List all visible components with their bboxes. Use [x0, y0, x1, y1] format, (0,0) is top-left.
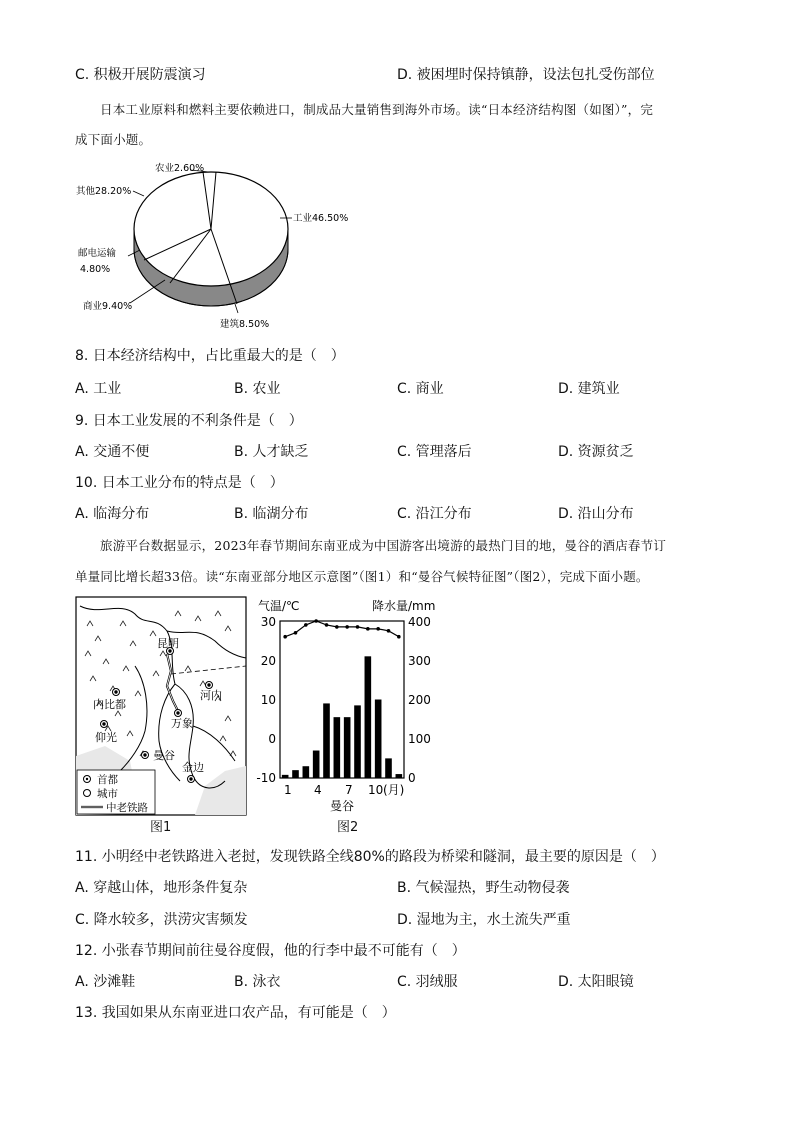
precip-bar-month-11	[385, 758, 392, 778]
q11-option-b: B. 气候湿热，野生动物侵袭	[397, 880, 570, 896]
q8-option-b: B. 农业	[234, 381, 281, 397]
left-tick-20: 20	[260, 654, 276, 668]
q12-option-c: C. 羽绒服	[397, 974, 458, 990]
intro-paragraph-line1: 日本工业原料和燃料主要依赖进口，制成品大量销售到海外市场。读“日本经济结构图（如图）”，完	[100, 102, 654, 117]
pie-label-construction: 建筑8.50%	[220, 319, 270, 330]
left-tick-minus10: -10	[256, 771, 276, 785]
precip-bar-month-5	[323, 703, 330, 778]
temperature-line	[285, 621, 399, 637]
temperature-point-month-2	[294, 631, 298, 635]
bangkok-climate-chart	[252, 596, 452, 818]
precip-bar-month-12	[396, 774, 403, 778]
left-tick-0: 0	[268, 732, 276, 746]
q11-option-d: D. 湿地为主，水土流失严重	[397, 912, 571, 928]
intro-paragraph-line2: 成下面小题。	[75, 132, 152, 147]
q11-option-a: A. 穿越山体，地形条件复杂	[75, 880, 248, 896]
precip-bar-month-1	[282, 775, 289, 778]
q9-option-d: D. 资源贫乏	[558, 444, 634, 460]
precip-bar-month-6	[334, 717, 341, 778]
legend-city: 城市	[97, 788, 118, 800]
climate-right-axis-label: 降水量/mm	[372, 599, 436, 613]
map-legend	[77, 770, 155, 814]
precip-bar-month-10	[375, 700, 382, 779]
x-tick-1: 1	[284, 783, 292, 797]
temperature-point-month-6	[335, 625, 339, 629]
q8-stem: 8. 日本经济结构中，占比重最大的是（ ）	[75, 348, 345, 364]
map-label-vientiane: 万象	[171, 717, 193, 730]
q8-option-c: C. 商业	[397, 381, 444, 397]
x-tick-4: 4	[314, 783, 322, 797]
temperature-point-month-8	[356, 625, 360, 629]
intro2-paragraph-line2: 单量同比增长超33倍。读“东南亚部分地区示意图”（图1）和“曼谷气候特征图”（图2），完成下面小题。	[75, 569, 649, 584]
temperature-point-month-9	[366, 627, 370, 631]
temperature-point-month-10	[376, 627, 380, 631]
q11-option-c: C. 降水较多，洪涝灾害频发	[75, 912, 248, 928]
precip-bar-month-2	[292, 770, 299, 778]
temperature-point-month-4	[314, 619, 318, 623]
map-label-kunming: 昆明	[157, 637, 179, 650]
right-tick-300: 300	[408, 654, 431, 668]
left-tick-10: 10	[260, 693, 276, 707]
precip-bar-month-8	[354, 705, 361, 778]
temperature-point-month-5	[325, 623, 329, 627]
figure2-caption: 图2	[337, 820, 359, 835]
q8-option-d: D. 建筑业	[558, 381, 620, 397]
pie-label-transport: 邮电运输	[78, 248, 117, 259]
map-label-naypyidaw: 内比都	[93, 698, 126, 711]
right-tick-400: 400	[408, 615, 431, 629]
temperature-point-month-12	[397, 635, 401, 639]
map-label-hanoi: 河内	[200, 689, 222, 702]
q10-option-d: D. 沿山分布	[558, 506, 634, 522]
temperature-point-month-3	[304, 623, 308, 627]
q10-stem: 10. 日本工业分布的特点是（ ）	[75, 475, 284, 491]
map-label-bangkok: 曼谷	[153, 749, 175, 762]
q10-option-a: A. 临海分布	[75, 506, 150, 522]
q12-option-d: D. 太阳眼镜	[558, 974, 634, 990]
legend-capital: 首都	[97, 774, 118, 786]
q10-option-b: B. 临湖分布	[234, 506, 309, 522]
right-tick-100: 100	[408, 732, 431, 746]
x-tick-10: 10	[368, 783, 384, 797]
climate-left-axis-label: 气温/℃	[258, 599, 300, 613]
map-label-yangon: 仰光	[95, 731, 117, 744]
southeast-asia-map	[75, 596, 247, 818]
q7-option-d: D. 被困埋时保持镇静，设法包扎受伤部位	[397, 67, 655, 83]
climate-city-label: 曼谷	[330, 799, 355, 813]
temperature-point-month-11	[387, 629, 391, 633]
precip-bar-month-9	[365, 656, 372, 778]
pie-label-commerce: 商业9.40%	[83, 301, 133, 312]
q9-option-a: A. 交通不便	[75, 444, 150, 460]
x-tick-month-unit: (月)	[383, 783, 405, 797]
q9-option-b: B. 人才缺乏	[234, 444, 309, 460]
pie-label-transport-value: 4.80%	[80, 264, 111, 275]
q7-option-c: C. 积极开展防震演习	[75, 67, 206, 83]
right-tick-200: 200	[408, 693, 431, 707]
precip-bar-month-7	[344, 717, 351, 778]
q12-option-b: B. 泳衣	[234, 974, 281, 990]
q9-option-c: C. 管理落后	[397, 444, 472, 460]
x-tick-7: 7	[345, 783, 353, 797]
q12-option-a: A. 沙滩鞋	[75, 974, 136, 990]
precip-bar-month-3	[303, 766, 310, 778]
q11-stem: 11. 小明经中老铁路进入老挝，发现铁路全线80%的路段为桥梁和隧洞，最主要的原因是（ ）	[75, 849, 665, 865]
pie-label-agriculture: 农业2.60%	[155, 163, 205, 174]
q8-option-a: A. 工业	[75, 381, 122, 397]
figure1-caption: 图1	[150, 820, 172, 835]
q13-stem: 13. 我国如果从东南亚进口农产品，有可能是（ ）	[75, 1005, 396, 1021]
temperature-point-month-1	[283, 635, 287, 639]
map-label-phnompenh: 金边	[182, 761, 204, 774]
left-tick-30: 30	[260, 615, 276, 629]
q10-option-c: C. 沿江分布	[397, 506, 472, 522]
legend-railway: 中老铁路	[106, 802, 148, 814]
pie-label-industry: 工业46.50%	[293, 213, 349, 224]
right-tick-0: 0	[408, 771, 416, 785]
japan-economy-pie-chart	[70, 158, 400, 338]
intro2-paragraph-line1: 旅游平台数据显示，2023年春节期间东南亚成为中国游客出境游的最热门目的地，曼谷的酒店春节订	[100, 538, 667, 553]
pie-label-other: 其他28.20%	[76, 186, 132, 197]
q12-stem: 12. 小张春节期间前往曼谷度假，他的行李中最不可能有（ ）	[75, 943, 466, 959]
temperature-point-month-7	[345, 625, 349, 629]
q9-stem: 9. 日本工业发展的不利条件是（ ）	[75, 413, 303, 429]
precip-bar-month-4	[313, 751, 320, 778]
